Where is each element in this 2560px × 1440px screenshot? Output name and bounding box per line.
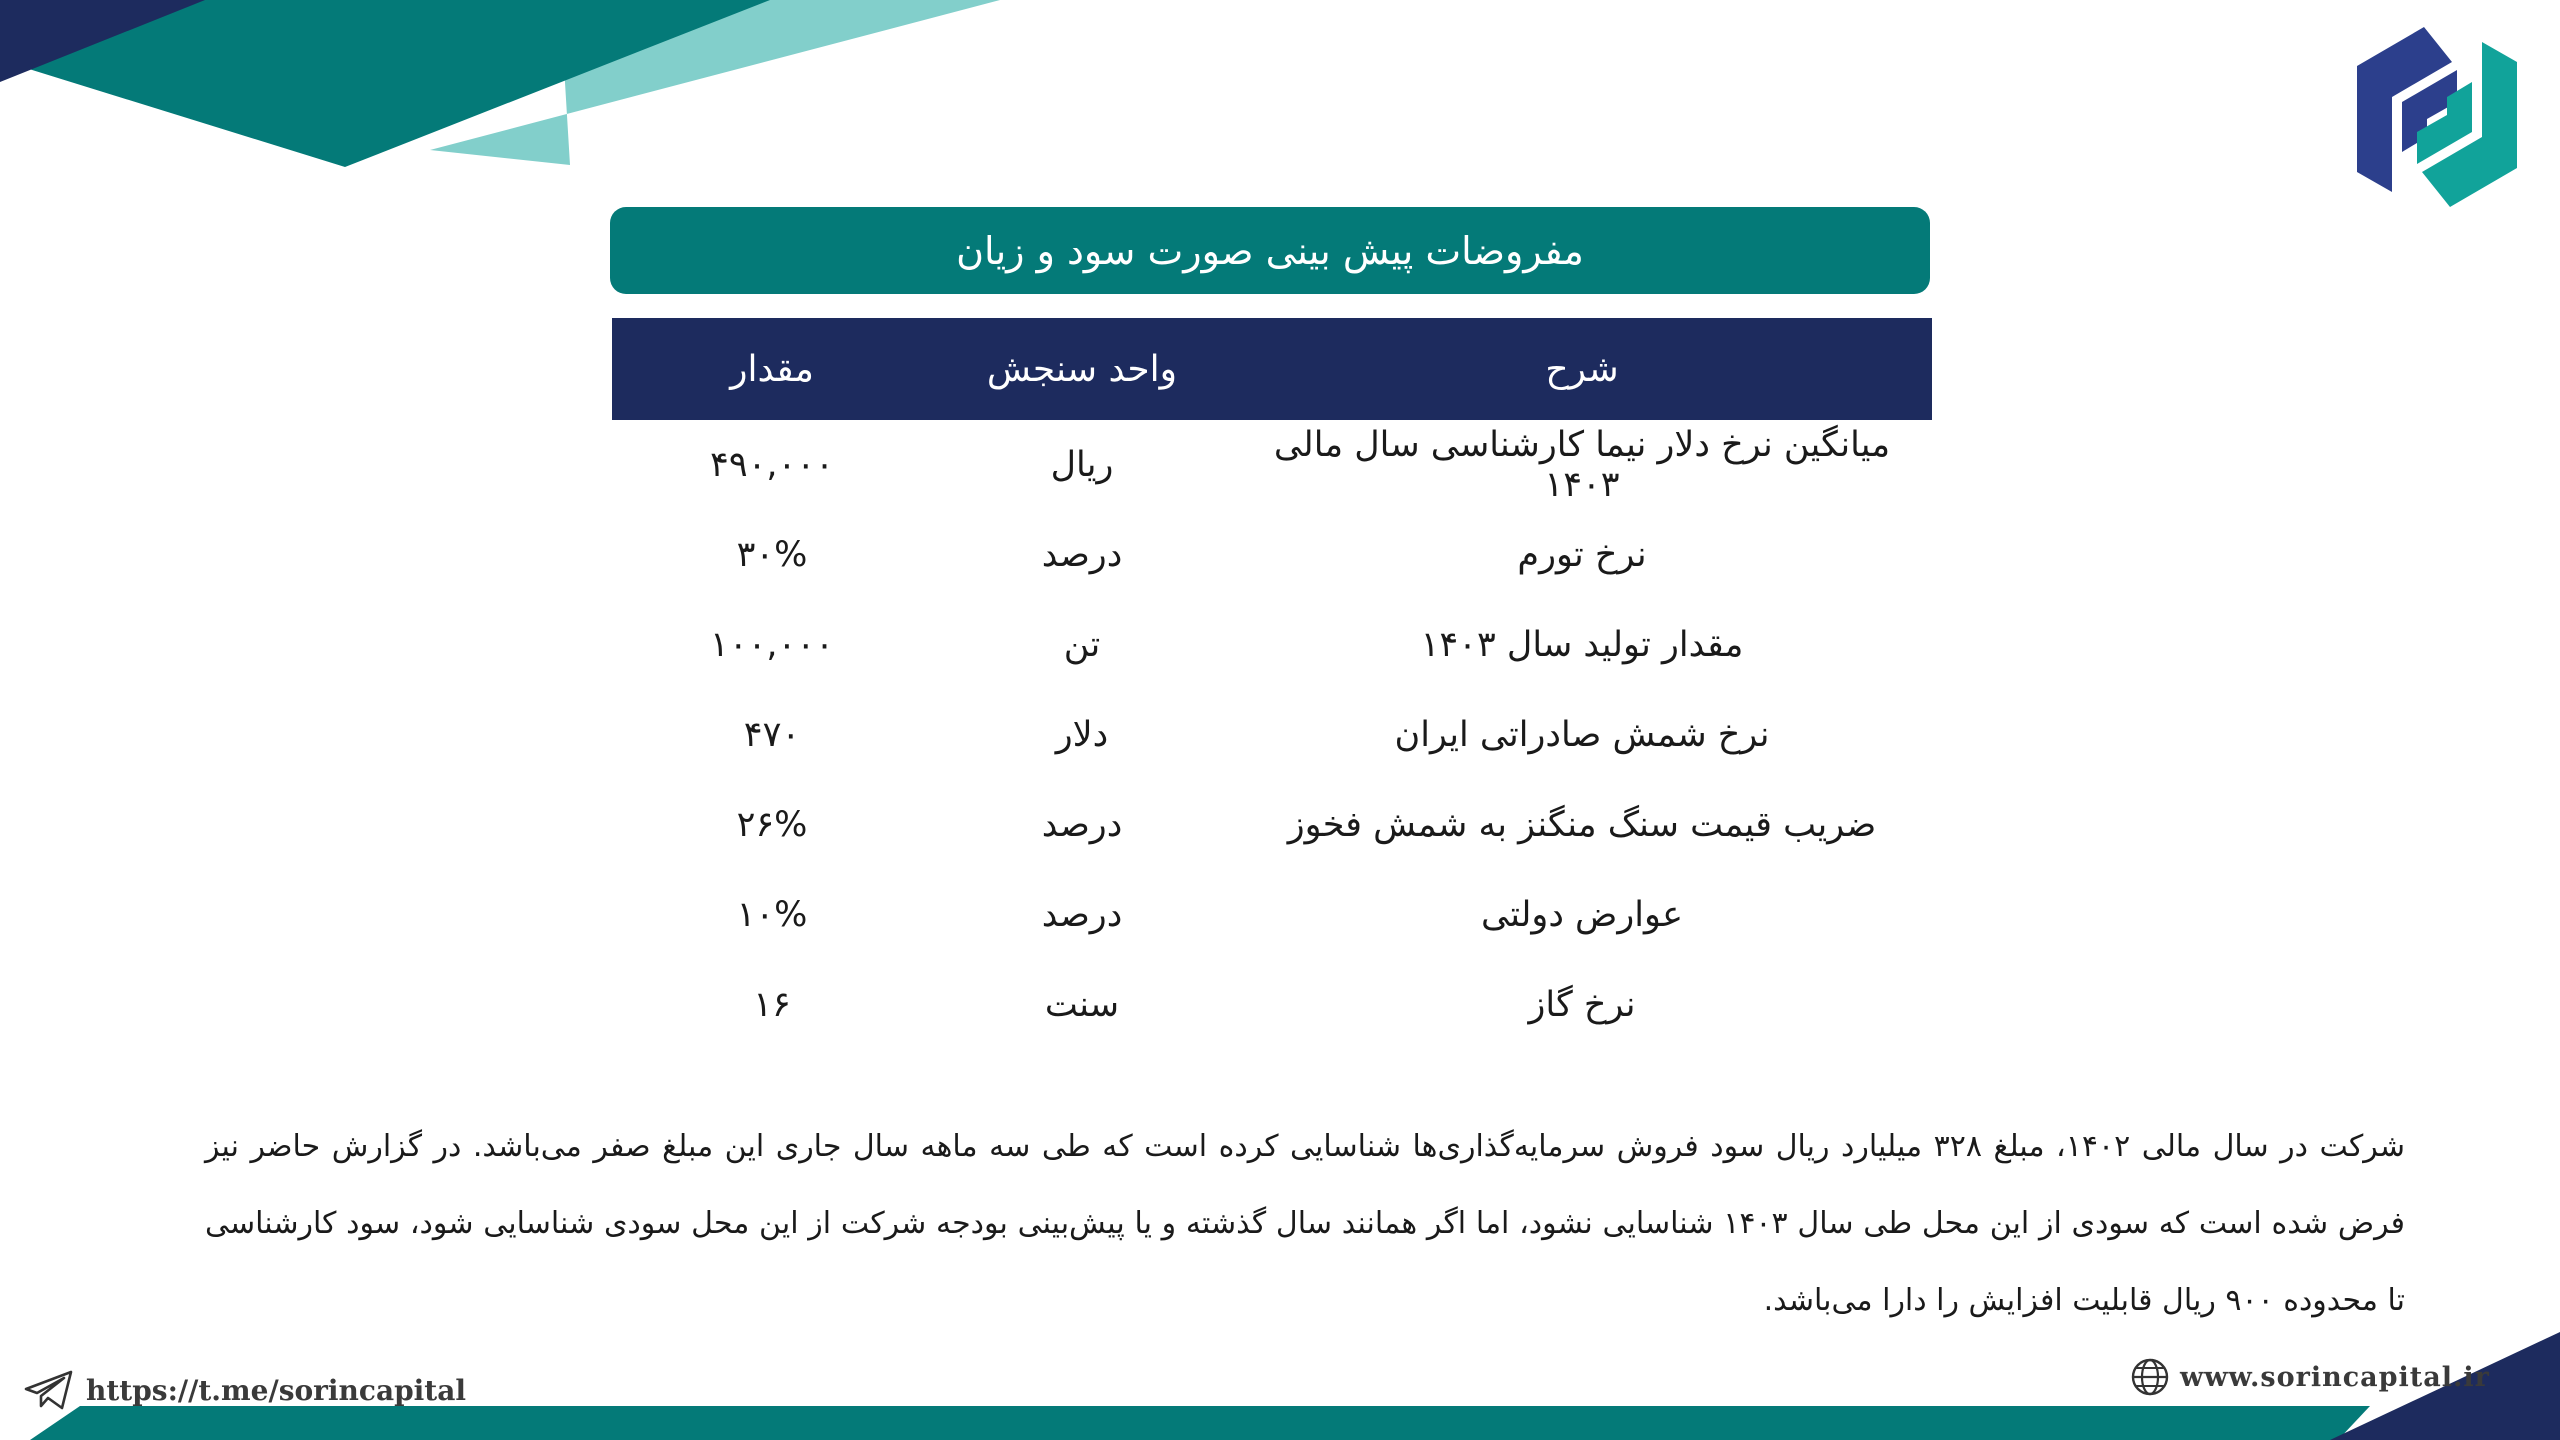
cell-description: نرخ شمش صادراتی ایران	[1394, 715, 1770, 755]
cell-value: ۱۰۰,۰۰۰	[710, 625, 834, 665]
cell-value: ۱۰%	[736, 895, 808, 935]
cell-value: ۳۰%	[736, 535, 808, 575]
banner-title: مفروضات پیش بینی صورت سود و زیان	[956, 228, 1584, 273]
globe-icon	[2130, 1357, 2170, 1397]
telegram-icon	[24, 1369, 74, 1411]
cell-unit: ریال	[1050, 445, 1114, 485]
header-description: شرح	[1232, 318, 1932, 420]
sorin-logo	[2352, 22, 2522, 212]
cell-value: ۲۶%	[736, 805, 808, 845]
cell-unit: درصد	[1041, 805, 1123, 845]
footer-website[interactable]	[2130, 1352, 2490, 1402]
cell-value: ۴۹۰,۰۰۰	[710, 445, 834, 485]
website-link[interactable]: www.sorincapital.ir	[2180, 1361, 2490, 1393]
cell-description: ضریب قیمت سنگ منگنز به شمش فخوز	[1287, 805, 1877, 845]
cell-value: ۴۷۰	[743, 715, 801, 755]
cell-unit: سنت	[1044, 985, 1120, 1025]
header-unit: واحد سنجش	[932, 318, 1232, 420]
table-row	[612, 690, 1932, 780]
table-row	[612, 780, 1932, 870]
table-header-row	[612, 318, 1932, 420]
cell-description: نرخ تورم	[1517, 535, 1647, 575]
footer-telegram[interactable]	[24, 1365, 466, 1415]
cell-description: مقدار تولید سال ۱۴۰۳	[1420, 625, 1744, 665]
cell-unit: درصد	[1041, 535, 1123, 575]
top-decoration	[0, 0, 1000, 170]
cell-description: عوارض دولتی	[1481, 895, 1683, 935]
cell-unit: تن	[1063, 625, 1101, 665]
cell-unit: درصد	[1041, 895, 1123, 935]
cell-value: ۱۶	[753, 985, 791, 1025]
table-row	[612, 960, 1932, 1050]
title-banner	[610, 207, 1930, 294]
header-value: مقدار	[612, 318, 932, 420]
telegram-link[interactable]: https://t.me/sorincapital	[86, 1373, 467, 1407]
table-row	[612, 510, 1932, 600]
table-row	[612, 870, 1932, 960]
cell-unit: دلار	[1055, 715, 1109, 755]
explanatory-paragraph: شرکت در سال مالی ۱۴۰۲، مبلغ ۳۲۸ میلیارد ریال سود فروش سرمایه‌گذاری‌ها شناسایی کرده است که طی سه ماهه سال جاری این مبلغ صفر می‌باشد. در گزارش حاضر نیز فرض شده است که سودی از این محل طی سال ۱۴۰۳ شناسایی نشود، اما اگر همانند سال گذشته و یا پیش‌بینی بودجه شرکت از این محل سودی شناسایی شود، سود کارشناسی تا محدوده ۹۰۰ ریال قابلیت افزایش را دارا می‌باشد.	[205, 1129, 2405, 1318]
table-row	[612, 600, 1932, 690]
cell-description: میانگین نرخ دلار نیما کارشناسی سال مالی ۱۴۰۳	[1273, 425, 1891, 505]
assumptions-table	[612, 318, 1932, 1050]
cell-description: نرخ گاز	[1528, 985, 1636, 1025]
table-row	[612, 420, 1932, 510]
